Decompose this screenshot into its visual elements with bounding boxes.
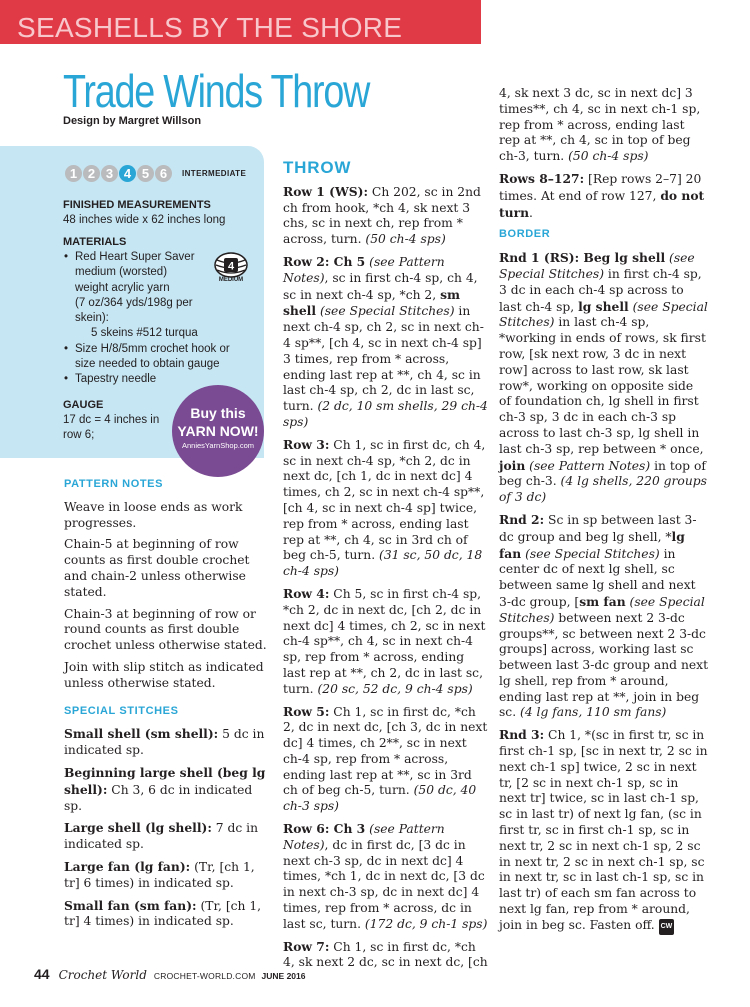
row-lead: Row 4: [283, 585, 330, 601]
gauge-heading: GAUGE [63, 399, 104, 411]
row-4 [283, 586, 488, 698]
stitch-text: (Tr, [ch 1, tr] 6 times) in indicated sp. [64, 859, 255, 890]
row-text: in center dc of next lg shell, sc between same lg shell and next 3-dc group, [ [499, 546, 696, 609]
pattern-note: Weave in loose ends as work progresses. [64, 499, 243, 530]
note-ref: (see Special Stitches) [499, 594, 705, 625]
skill-level-6: 6 [155, 165, 172, 182]
note-ref: (see Special Stitches) [521, 546, 660, 561]
stitch-term: Beginning large shell (beg lg shell): [64, 764, 266, 797]
stitch-text: 7 dc in indicated sp. [64, 821, 259, 852]
series-title: SEASHELLS BY THE SHORE [17, 12, 403, 43]
finished-heading: FINISHED MEASUREMENTS [63, 199, 211, 211]
stitch-count: (31 sc, 50 dc, 18 ch-4 sps) [283, 548, 483, 579]
stitch-count: (4 lg fans, 110 sm fans) [520, 705, 667, 720]
row-2 [283, 254, 488, 431]
designer-byline: Design by Margret Willson [63, 115, 202, 127]
badge-line-2: YARN NOW! [177, 423, 259, 439]
column-1 [64, 471, 272, 936]
materials-item: skein): [75, 312, 109, 325]
stitch-name: join [499, 457, 526, 473]
row-5 [283, 704, 488, 816]
stitch-def [64, 898, 272, 931]
row-lead: Row 7: [283, 938, 330, 954]
end-mark-icon: CW [659, 919, 675, 935]
note-ref: (see Special Stitches) [499, 299, 708, 330]
pattern-note: Join with slip stitch as indicated unless otherwise stated. [64, 659, 264, 690]
stitch-def [64, 820, 272, 853]
row-text: in top of beg ch-3. [499, 458, 706, 489]
row-text: Ch 202, sc in 2nd ch from hook, *ch 4, sk next 3 chs, sc in next ch, rep from * across, turn. [283, 184, 481, 247]
skill-level-label: INTERMEDIATE [182, 169, 247, 178]
note-ref: (see Special Stitches) [316, 304, 455, 319]
materials-heading: MATERIALS [63, 236, 127, 248]
note-ref: (see Special Stitches) [499, 251, 695, 281]
row-text: [Rep rows 2–7] 20 times. At end of row 127, [499, 171, 702, 203]
stitch-count: (50 dc, 40 ch-3 sps) [283, 783, 477, 814]
weight-label: MEDIUM [218, 277, 244, 283]
gauge-line-1: 17 dc = 4 inches in [63, 414, 160, 426]
materials-item: size needed to obtain gauge [75, 358, 220, 371]
row-text: , sc in first ch-4 sp, ch 4, sc in next ch-4 sp, *ch 2, [283, 270, 478, 302]
stitch-term: Large fan (lg fan): [64, 858, 191, 874]
row-text: Ch 1, *(sc in first tr, sc in first ch-1 sp, [sc in next tr, 2 sc in next ch-1 sp] twice, 2 sc in next tr, [2 sc in next ch-1 sp, sc in next tr] twice, sc in last ch-1 sp, sc in last tr) of next lg fan, (sc in first tr, sc in first ch-1 sp, sc in next tr, 2 sc in next ch-1 sp, 2 sc in next tr, 2 sc in next ch-1 sp, sc in next tr, sc in last ch-1 sp, sc in last tr) of each sm fan across to next lg fan, rep from * around, join in beg sc. Fasten off. [499, 728, 708, 932]
issue-date: JUNE 2016 [261, 971, 306, 981]
row-text: Ch 1, sc in first dc, *ch 2, dc in next dc, [ch 3, dc in next dc] 4 times, ch 2**, sc in next ch-4 sp, rep from * across, ending last rep at **, sc in 3rd ch of beg ch-5, turn. [283, 704, 488, 798]
row-lead: Row 2: Ch 5 [283, 253, 366, 269]
row-text: . [529, 205, 533, 220]
pattern-title: Trade Winds Throw [63, 65, 370, 117]
magazine-site: CROCHET-WORLD.COM [153, 971, 256, 981]
row-lead: Rnd 3: [499, 727, 545, 743]
border-heading: BORDER [499, 228, 551, 241]
row-text: 4, sk next 3 dc, sc in next dc] 3 times**, ch 4, sc in next ch-1 sp, rep from * across, ending last rep at **, ch 4, sc in top of beg ch-3, turn. [499, 86, 701, 164]
note-ref: (see Pattern Notes) [283, 254, 445, 285]
rows-8-127 [499, 171, 709, 221]
throw-heading: THROW [283, 158, 352, 177]
skill-level-4: 4 [119, 165, 136, 182]
stitch-text: Ch 3, 6 dc in indicated sp. [64, 782, 253, 813]
row-text: Ch 5, sc in first ch-4 sp, *ch 2, dc in next dc, [ch 2, dc in next dc] 4 times, ch 2, sc in next ch-4 sp**, ch 4, sc in next ch-4 sp, rep from * across, ending last rep at **, ch 2, dc in last sc, turn. [283, 586, 486, 696]
stitch-count: (20 sc, 52 dc, 9 ch-4 sps) [317, 681, 473, 696]
note-ref: (see Pattern Notes) [525, 458, 651, 473]
stitch-count: (50 ch-4 sps) [365, 232, 446, 247]
row-text: in next ch-4 sp, ch 2, sc in next ch-4 sp**, [ch 4, sc in next ch-4 sp] 3 times, rep from * across, ending last rep at **, ch 4, sc in last ch-4 sp, ch 2, dc in last sc, turn. [283, 304, 484, 414]
stitch-term: Small shell (sm shell): [64, 726, 219, 742]
badge-line-1: Buy this [190, 405, 246, 421]
materials-item: weight acrylic yarn [75, 281, 170, 294]
pattern-note: Chain-3 at beginning of row or round counts as first double crochet unless otherwise stated. [64, 606, 267, 653]
skill-level-3: 3 [101, 165, 118, 182]
column-2 [283, 160, 488, 977]
skill-level-1: 1 [65, 165, 82, 182]
stitch-name: sm fan [579, 593, 626, 609]
row-text: Sc in sp between last 3-dc group and beg lg shell, * [499, 512, 697, 544]
column-3 [499, 86, 709, 941]
stitch-count: (4 lg shells, 220 groups of 3 dc) [499, 474, 707, 505]
materials-item: medium (worsted) [75, 266, 168, 279]
stitch-def [64, 726, 272, 759]
row-lead: Row 6: Ch 3 [283, 821, 366, 837]
row-lead: Rows 8–127: [499, 170, 585, 186]
materials-item: • Tapestry needle [63, 372, 230, 387]
row-lead: Rnd 2: [499, 511, 545, 527]
stitch-count: (2 dc, 10 sm shells, 29 ch-4 sps) [283, 399, 488, 429]
badge-url: AnniesYarnShop.com [182, 441, 254, 450]
row-text: Ch 1, sc in first dc, ch 4, sc in next ch-4 sp, *ch 2, dc in next dc, [ch 1, dc in next dc] 4 times, ch 2, sc in next ch-4 sp**, [ch 4, sc in next ch-4 sp] twice, rep from * across, ending last rep at **, ch 4, sc in 3rd ch of beg ch-5, turn. [283, 437, 486, 563]
yarn-weight-icon [214, 252, 248, 288]
row-3 [283, 437, 488, 580]
emphasis: do not turn [499, 187, 705, 220]
materials-list [63, 250, 230, 388]
rnd-2 [499, 512, 709, 721]
skein-icon [214, 252, 248, 278]
row-lead: Row 5: [283, 703, 330, 719]
skill-level-2: 2 [83, 165, 100, 182]
row-text: in first ch-4 sp, 3 dc in each ch-4 sp across to last ch-4 sp, [499, 266, 702, 314]
stitch-count: (50 ch-4 sps) [568, 149, 649, 164]
materials-item: (7 oz/364 yds/198g per [75, 296, 193, 309]
skill-level [65, 165, 246, 182]
row-1 [283, 184, 488, 248]
row-lead: Row 3: [283, 436, 330, 452]
stitch-term: Small fan (sm fan): [64, 897, 197, 913]
pattern-note: Chain-5 at beginning of row counts as first double crochet and chain-2 unless otherwise stated. [64, 537, 250, 599]
stitch-term: Large shell (lg shell): [64, 820, 212, 836]
magazine-name: Crochet World [58, 968, 147, 982]
stitch-count: (172 dc, 9 ch-1 sps) [364, 916, 488, 931]
materials-item: • Size H/8/5mm crochet hook or [63, 342, 230, 357]
stitch-name: lg shell [578, 298, 629, 314]
page-number: 44 [34, 966, 50, 982]
stitch-def [64, 859, 272, 892]
special-stitches-heading: SPECIAL STITCHES [64, 704, 179, 717]
row-7 [283, 939, 488, 972]
row-text: in last ch-4 sp, *working in ends of rows, sk first row, [sk next row, 3 dc in next row] across to last row, sk last row*, working on opposite side of foundation ch, lg shell in first ch-3 sp, 3 dc in each ch-3 sp across to last ch-3 sp, lg shell in last ch-3 sp, rep between * once, [499, 315, 706, 456]
finished-text: 48 inches wide x 62 inches long [63, 214, 226, 226]
gauge-line-2: row 6; [63, 429, 95, 441]
rnd-3 [499, 727, 709, 934]
stitch-text: 5 dc in indicated sp. [64, 727, 265, 758]
stitch-def [64, 765, 272, 814]
row-lead: Row 1 (WS): [283, 183, 368, 199]
row-text: , dc in first dc, [3 dc in next ch-3 sp, dc in next dc] 4 times, *ch 1, dc in next dc, [3 dc in next ch-3 sp, dc in next dc] 4 times, rep from * across, dc in last sc, turn. [283, 837, 485, 931]
skill-level-5: 5 [137, 165, 154, 182]
weight-number: 4 [227, 260, 235, 273]
materials-item: • Red Heart Super Saver [63, 250, 230, 265]
stitch-name: lg fan [499, 528, 685, 561]
stitch-name: sm shell [283, 286, 460, 319]
row-lead: Rnd 1 (RS): Beg lg shell [499, 250, 666, 266]
row-text: between next 2 3-dc groups**, sc between next 2 3-dc groups] across, working last sc between last 3-dc group and next lg shell, rep from * around, ending last rep at **, join in beg sc. [499, 610, 709, 720]
note-ref: (see Pattern Notes) [283, 822, 445, 852]
buy-yarn-badge[interactable] [172, 385, 264, 477]
row-6 [283, 821, 488, 933]
pattern-notes-heading: PATTERN NOTES [64, 478, 164, 490]
row-7-continued [499, 86, 709, 165]
page-footer [34, 966, 306, 982]
rnd-1 [499, 250, 709, 506]
row-text: Ch 1, sc in first dc, *ch 4, sk next 2 dc, sc in next dc, [ch [283, 939, 488, 970]
stitch-text: (Tr, [ch 1, tr] 4 times) in indicated sp. [64, 898, 262, 929]
series-banner [0, 0, 481, 44]
materials-item: 5 skeins #512 turqua [91, 327, 198, 340]
